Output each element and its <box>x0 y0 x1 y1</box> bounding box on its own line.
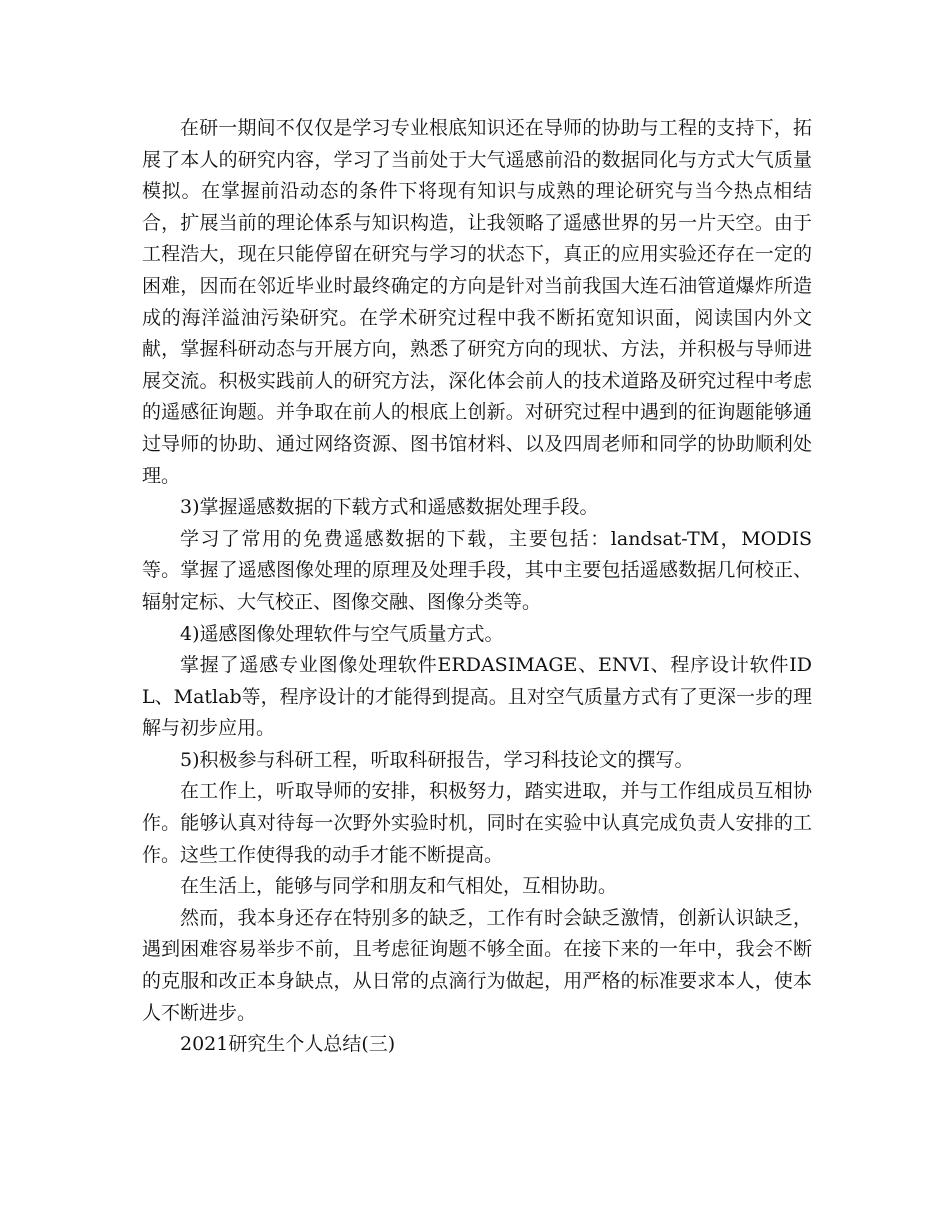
paragraph-research-scope: 在研一期间不仅仅是学习专业根底知识还在导师的协助与工程的支持下，拓展了本人的研究内容，学习了当前处于大气遥感前沿的数据同化与方式大气质量模拟。在掌握前沿动态的条件下将现有知识与成熟的理论研究与当今热点相结合，扩展当前的理论体系与知识构造，让我领略了遥感世界的另一片天空。由于工程浩大，现在只能停留在研究与学习的状态下，真正的应用实验还存在一定的困难，因而在邻近毕业时最终确定的方向是针对当前我国大连石油管道爆炸所造成的海洋溢油污染研究。在学术研究过程中我不断拓宽知识面，阅读国内外文献，掌握科研动态与开展方向，熟悉了研究方向的现状、方法，并积极与导师进展交流。积极实践前人的研究方法，深化体会前人的技术道路及研究过程中考虑的遥感征询题。并争取在前人的根底上创新。对研究过程中遇到的征询题能够通过导师的协助、通过网络资源、图书馆材料、以及四周老师和同学的协助顺利处理。 <box>142 117 812 487</box>
paragraph-work: 在工作上，听取导师的安排，积极努力，踏实进取，并与工作组成员互相协作。能够认真对待每一次野外实验时机，同时在实验中认真完成负责人安排的工作。这些工作使得我的动手才能不断提高。 <box>142 780 812 866</box>
paragraph-shortcomings: 然而，我本身还存在特别多的缺乏，工作有时会缺乏激情，创新认识缺乏，遇到困难容易举步不前，且考虑征询题不够全面。在接下来的一年中，我会不断的克服和改正本身缺点，从日常的点滴行为做起，用严格的标准要求本人，使本人不断进步。 <box>142 906 812 1024</box>
paragraph-life: 在生活上，能够与同学和朋友和气相处，互相协助。 <box>180 875 618 898</box>
paragraph-heading-5: 5)积极参与科研工程，听取科研报告，学习科技论文的撰写。 <box>180 748 694 771</box>
paragraph-software: 掌握了遥感专业图像处理软件ERDASIMAGE、ENVI、程序设计软件IDL、Matlab等，程序设计的才能得到提高。且对空气质量方式有了更深一步的理解与初步应用。 <box>142 654 812 740</box>
section-title-summary-3: 2021研究生个人总结(三) <box>180 1033 396 1056</box>
paragraph-data-download: 学习了常用的免费遥感数据的下载，主要包括：landsat-TM，MODIS等。掌握了遥感图像处理的原理及处理手段，其中主要包括遥感数据几何校正、辐射定标、大气校正、图像交融、图像分类等。 <box>142 527 812 613</box>
paragraph-heading-3: 3)掌握遥感数据的下载方式和遥感数据处理手段。 <box>180 496 599 519</box>
paragraph-heading-4: 4)遥感图像处理软件与空气质量方式。 <box>180 622 504 645</box>
document-body <box>142 113 812 1061</box>
